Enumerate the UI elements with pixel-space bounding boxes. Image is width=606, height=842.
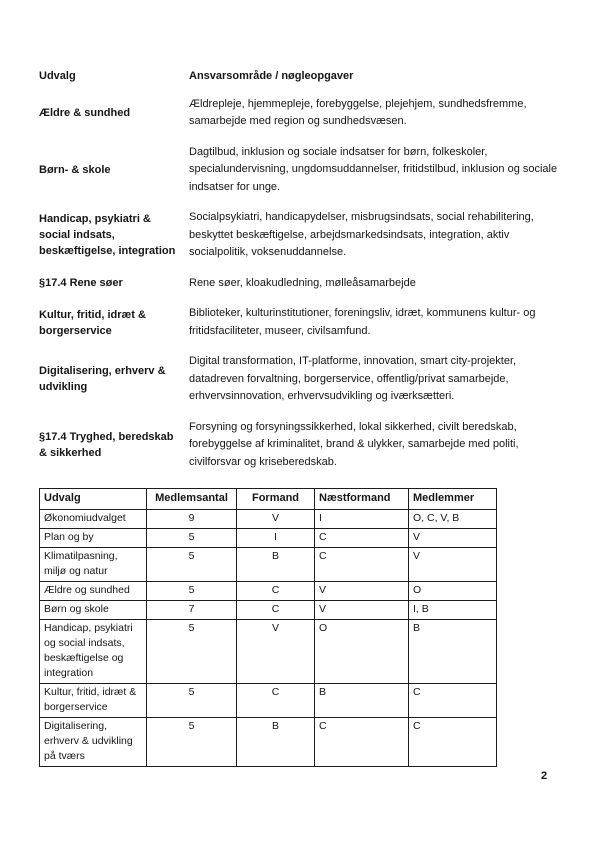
committee-description: Dagtilbud, inklusion og sociale indsatser for børn, folkeskoler, specialundervisning, ungdomsuddannelser, fritidstilbud, inklusion og sociale indsatser for unge. [189, 145, 558, 193]
cell-formand: B [237, 718, 315, 767]
committee-name: §17.4 Tryghed, beredskab & sikkerhed [39, 430, 174, 459]
page-content [39, 68, 571, 767]
cell-formand: V [237, 620, 315, 684]
cell-medlemmer: O, C, V, B [409, 510, 497, 529]
cell-medlemmer: V [409, 529, 497, 548]
cell-medlemsantal: 5 [147, 620, 237, 684]
cell-formand: C [237, 582, 315, 601]
cell-udvalg: Ældre og sundhed [40, 582, 147, 601]
overview-row-tryghed-beredskab [39, 419, 571, 472]
header-formand: Formand [237, 489, 315, 510]
cell-naestformand: I [315, 510, 409, 529]
committee-name: Digitalisering, erhverv & udvikling [39, 365, 166, 394]
committee-overview [39, 68, 571, 471]
cell-medlemsantal: 5 [147, 684, 237, 718]
cell-udvalg: Kultur, fritid, idræt & borgerservice [40, 684, 147, 718]
table-row [40, 510, 497, 529]
committee-description: Biblioteker, kulturinstitutioner, foreningsliv, idræt, kommunens kultur- og fritidsfaciliteter, museer, civilsamfund. [189, 307, 536, 337]
table-row [40, 684, 497, 718]
cell-naestformand: V [315, 601, 409, 620]
cell-udvalg: Økonomiudvalget [40, 510, 147, 529]
committee-description: Forsyning og forsyningssikkerhed, lokal sikkerhed, civilt beredskab, forebyggelse af kriminalitet, brand & ulykker, samarbejde med politi, civilforsvar og kriseberedskab. [189, 420, 519, 468]
committee-name: §17.4 Rene søer [39, 277, 123, 290]
committee-description: Socialpsykiatri, handicapydelser, misbrugsindsats, social rehabilitering, beskyttet beskæftigelse, arbejdsmarkedsindsats, integration, aktiv socialpolitik, voksenuddannelse. [189, 211, 534, 258]
cell-naestformand: B [315, 684, 409, 718]
table-row [40, 529, 497, 548]
cell-udvalg: Klimatilpasning, miljø og natur [40, 548, 147, 582]
committee-description: Digital transformation, IT-platforme, innovation, smart city-projekter, datadreven forvaltning, borgerservice, offentlig/privat samarbejde, erhvervsinnovation, erhvervsudvikling og iværksætteri. [189, 355, 517, 402]
overview-row-digitalisering [39, 353, 571, 406]
cell-naestformand: C [315, 529, 409, 548]
cell-medlemsantal: 5 [147, 548, 237, 582]
cell-medlemmer: V [409, 548, 497, 582]
cell-medlemsantal: 5 [147, 529, 237, 548]
committee-name: Ældre & sundhed [39, 107, 131, 119]
table-row [40, 620, 497, 684]
overview-row-rene-soeer [39, 275, 571, 293]
header-naestformand: Næstformand [315, 489, 409, 510]
committee-name: Kultur, fritid, idræt & borgerservice [39, 308, 146, 337]
table-row [40, 718, 497, 767]
overview-header-udvalg: Udvalg [39, 70, 76, 82]
cell-naestformand: O [315, 620, 409, 684]
cell-udvalg: Digitalisering, erhverv & udvikling på tværs [40, 718, 147, 767]
cell-medlemsantal: 5 [147, 718, 237, 767]
cell-medlemmer: C [409, 684, 497, 718]
table-row [40, 582, 497, 601]
cell-naestformand: C [315, 548, 409, 582]
cell-formand: C [237, 601, 315, 620]
cell-medlemmer: O [409, 582, 497, 601]
cell-medlemmer: I, B [409, 601, 497, 620]
cell-udvalg: Plan og by [40, 529, 147, 548]
cell-formand: I [237, 529, 315, 548]
table-row [40, 601, 497, 620]
table-row [40, 548, 497, 582]
cell-naestformand: V [315, 582, 409, 601]
header-medlemmer: Medlemmer [409, 489, 497, 510]
header-medlemsantal: Medlemsantal [147, 489, 237, 510]
committee-membership-table [39, 488, 497, 767]
overview-header-row [39, 68, 571, 86]
cell-udvalg: Børn og skole [40, 601, 147, 620]
cell-formand: V [237, 510, 315, 529]
cell-medlemmer: B [409, 620, 497, 684]
overview-row-handicap-psykiatri [39, 209, 571, 262]
header-udvalg: Udvalg [40, 489, 147, 510]
cell-medlemmer: C [409, 718, 497, 767]
committee-name: Børn- & skole [39, 163, 111, 176]
table-header-row [40, 489, 497, 510]
cell-naestformand: C [315, 718, 409, 767]
committee-name: Handicap, psykiatri & social indsats, beskæftigelse, integration [39, 213, 176, 258]
cell-formand: B [237, 548, 315, 582]
cell-udvalg: Handicap, psykiatri og social indsats, beskæftigelse og integration [40, 620, 147, 684]
cell-medlemsantal: 5 [147, 582, 237, 601]
cell-medlemsantal: 9 [147, 510, 237, 529]
overview-row-kultur-fritid [39, 305, 571, 340]
cell-formand: C [237, 684, 315, 718]
cell-medlemsantal: 7 [147, 601, 237, 620]
overview-row-boern-skole [39, 144, 571, 197]
overview-header-ansvarsomraade: Ansvarsområde / nøgleopgaver [189, 70, 354, 82]
committee-description: Rene søer, kloakudledning, mølleåsamarbejde [189, 276, 416, 289]
committee-description: Ældrepleje, hjemmepleje, forebyggelse, plejehjem, sundhedsfremme, samarbejde med region og sundhedsvæsen. [189, 97, 527, 127]
page-number: 2 [541, 770, 548, 782]
overview-row-aeldre-sundhed [39, 96, 571, 131]
